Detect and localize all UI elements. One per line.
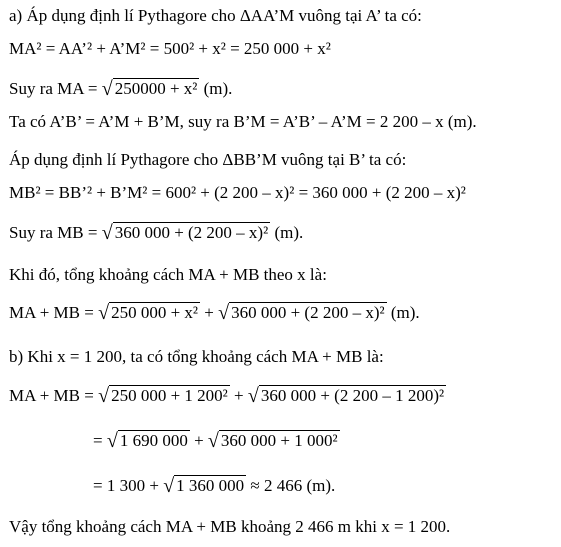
mb-suffix: (m). <box>270 223 304 242</box>
equation-mb <box>9 222 303 243</box>
sqrt-ma: √ 250000 + x² <box>101 78 198 100</box>
sqrt-1200-1: √ 250 000 + 1 200² <box>98 385 228 407</box>
pythagore-bb-heading: Áp dụng định lí Pythagore cho ΔBB’M vuông tại B’ ta có: <box>9 150 407 169</box>
ma-prefix: Suy ra MA = <box>9 79 102 98</box>
step2-plus: + <box>189 431 208 450</box>
sqrt-step2-1: √ 1 690 000 <box>106 430 188 452</box>
equation-bm: Ta có A’B’ = A’M + B’M, suy ra B’M = A’B’ – A’M = 2 200 – x (m). <box>9 112 477 131</box>
equation-step-2 <box>93 430 340 451</box>
sqrt-sum-1: √ 250 000 + x² <box>98 302 199 324</box>
conclusion: Vậy tổng khoảng cách MA + MB khoảng 2 466 m khi x = 1 200. <box>9 517 451 536</box>
equation-ma <box>9 78 232 99</box>
equation-sum-x <box>9 302 420 323</box>
part-b-heading: b) Khi x = 1 200, ta có tổng khoảng cách MA + MB là: <box>9 347 384 366</box>
step3-prefix: = 1 300 + <box>93 476 164 495</box>
radicand-1200-2: 360 000 + (2 200 – 1 200)² <box>260 386 445 405</box>
step2-prefix: = <box>93 431 107 450</box>
sum-prefix: MA + MB = <box>9 303 99 322</box>
sum-heading: Khi đó, tổng khoảng cách MA + MB theo x là: <box>9 265 327 284</box>
ma-suffix: (m). <box>199 79 233 98</box>
radicand-sum-1: 250 000 + x² <box>111 303 199 322</box>
sqrt-step3: √ 1 360 000 <box>163 475 245 497</box>
radicand-mb: 360 000 + (2 200 – x)² <box>114 223 269 242</box>
sqrt-mb: √ 360 000 + (2 200 – x)² <box>101 222 269 244</box>
radicand-step2-2: 360 000 + 1 000² <box>220 431 338 450</box>
equation-mb-squared: MB² = BB’² + B’M² = 600² + (2 200 – x)² = 360 000 + (2 200 – x)² <box>9 183 466 202</box>
step3-suffix: ≈ 2 466 (m). <box>246 476 336 495</box>
equation-sum-1200 <box>9 385 446 406</box>
equation-step-3 <box>93 475 335 496</box>
mb-prefix: Suy ra MB = <box>9 223 102 242</box>
equation-ma-squared: MA² = AA’² + A’M² = 500² + x² = 250 000 + x² <box>9 39 331 58</box>
sum1200-prefix: MA + MB = <box>9 386 99 405</box>
radicand-step3: 1 360 000 <box>176 476 245 495</box>
radicand-ma: 250000 + x² <box>114 79 198 98</box>
sum-suffix: (m). <box>386 303 420 322</box>
sum1200-plus: + <box>229 386 248 405</box>
sum-plus: + <box>200 303 219 322</box>
radicand-step2-1: 1 690 000 <box>119 431 188 450</box>
sqrt-sum-2: √ 360 000 + (2 200 – x)² <box>218 302 385 324</box>
sqrt-step2-2: √ 360 000 + 1 000² <box>207 430 338 452</box>
radicand-1200-1: 250 000 + 1 200² <box>111 386 228 405</box>
part-a-heading: a) Áp dụng định lí Pythagore cho ΔAA’M vuông tại A’ ta có: <box>9 6 422 25</box>
radicand-sum-2: 360 000 + (2 200 – x)² <box>231 303 385 322</box>
sqrt-1200-2: √ 360 000 + (2 200 – 1 200)² <box>247 385 445 407</box>
